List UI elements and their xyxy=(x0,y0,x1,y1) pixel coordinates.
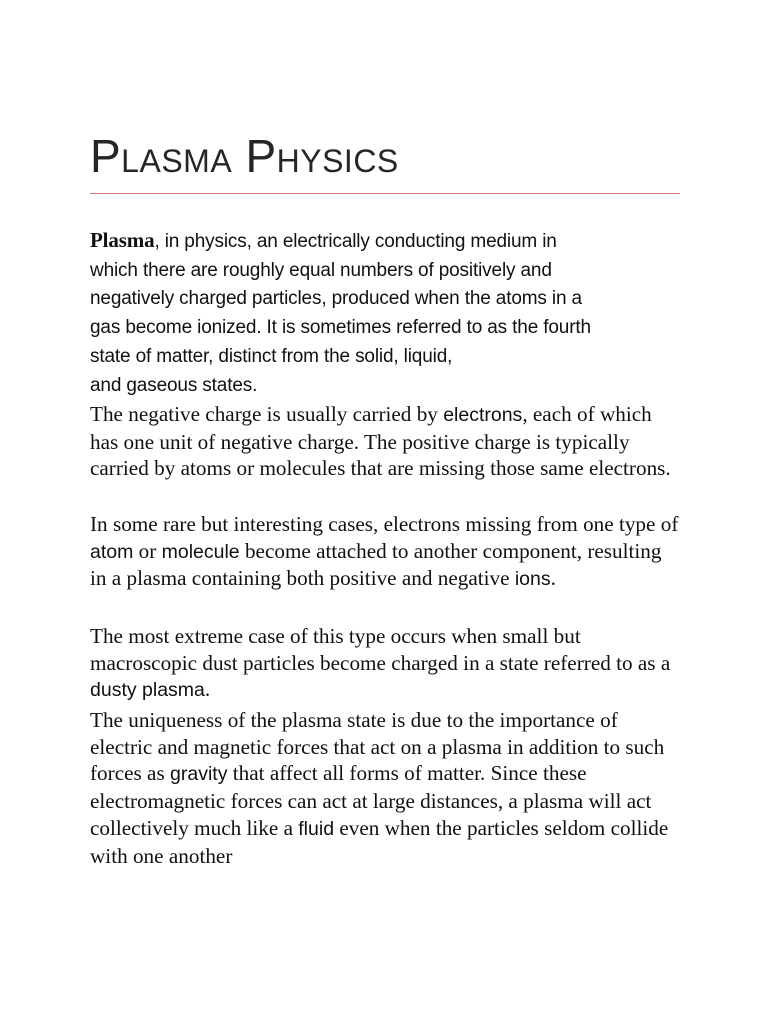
paragraph-4-text-a: The uniqueness of the plasma state is due to the importance of electric and magnetic forces that act on a plasma in addition to such forces as xyxy=(90,708,665,786)
term-ions: ions xyxy=(514,568,551,591)
page-title: Plasma Physics xyxy=(90,130,399,182)
paragraph-2-text-d: . xyxy=(550,566,556,591)
paragraph-dusty-plasma xyxy=(90,623,682,704)
intro-term-plasma: Plasma xyxy=(90,228,155,252)
term-electrons: electrons xyxy=(443,404,523,426)
paragraph-1-text-b: , each of which has one unit of negative charge. The positive charge is typically carried by atoms or molecules that are missing those same electrons. xyxy=(90,402,671,481)
intro-line-3: negatively charged particles, produced when the atoms in a xyxy=(90,288,582,310)
term-gravity: gravity xyxy=(170,763,228,786)
intro-line-2: which there are roughly equal numbers of positively and xyxy=(90,259,552,281)
paragraph-4-text-b: that affect all forms of matter. Since these electromagnetic forces can act at large distances, a plasma will act collectively much like a xyxy=(90,761,652,840)
term-dusty-plasma: dusty plasma xyxy=(90,679,205,702)
paragraph-2-text-a: In some rare but interesting cases, electrons missing from one type of xyxy=(90,512,679,536)
intro-line-5: state of matter, distinct from the solid, liquid, xyxy=(90,345,453,367)
paragraph-4-text-c: even when the particles seldom collide with one another xyxy=(90,815,669,868)
intro-line-1: , in physics, an electrically conducting medium in xyxy=(154,231,557,252)
intro-line-6: and gaseous states. xyxy=(90,374,258,396)
paragraph-2-text-c: become attached to another component, resulting in a plasma containing both positive and negative xyxy=(90,538,662,591)
paragraph-1-text-a: The negative charge is usually carried by xyxy=(90,402,444,426)
title-underline-divider xyxy=(90,193,680,194)
intro-paragraph xyxy=(90,226,665,400)
paragraph-3-text-a: The most extreme case of this type occurs when small but macroscopic dust particles become charged in a state referred to as a xyxy=(90,624,671,675)
paragraph-2-text-b: or xyxy=(133,538,162,563)
intro-line-4: gas become ionized. It is sometimes referred to as the fourth xyxy=(90,317,591,339)
paragraph-3-text-b: . xyxy=(204,677,211,702)
term-molecule: molecule xyxy=(161,540,240,563)
term-atom: atom xyxy=(90,540,134,563)
paragraph-rare-cases xyxy=(90,511,682,593)
paragraph-negative-charge xyxy=(90,401,682,482)
term-fluid: fluid xyxy=(298,817,335,840)
paragraph-uniqueness xyxy=(90,707,682,869)
